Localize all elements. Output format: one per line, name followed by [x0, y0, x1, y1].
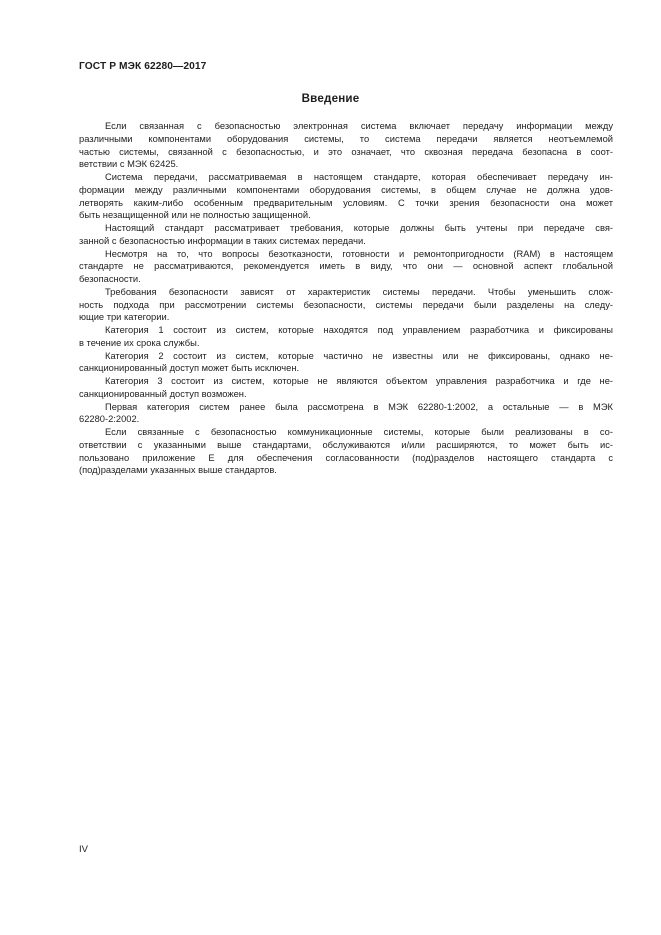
paragraph	[79, 324, 613, 350]
paragraph	[79, 375, 613, 401]
paragraph	[79, 350, 613, 376]
section-title: Введение	[301, 92, 360, 105]
text-line: летворять каким-либо особенным предварительным условиям. С точки зрения безопасности она может	[79, 197, 613, 208]
paragraph	[79, 120, 613, 171]
text-line: Система передачи, рассматриваемая в настоящем стандарте, которая обеспечивает передачу ин-	[105, 172, 613, 182]
document-code-header: ГОСТ Р МЭК 62280—2017	[79, 61, 207, 72]
text-line: безопасности.	[79, 274, 141, 284]
text-line: Категория 2 состоит из систем, которые частично не известны или не фиксированы, однако не-	[105, 350, 613, 361]
paragraph	[79, 222, 613, 248]
text-line: различными компонентами оборудования системы, то система передачи является неотъемлемой	[79, 133, 613, 144]
text-line: 62280-2:2002.	[79, 414, 140, 425]
paragraph	[79, 171, 613, 222]
text-line: Если связанные с безопасностью коммуникационные системы, которые были реализованы в со-	[105, 427, 613, 437]
text-line: Несмотря на то, что вопросы безотказности, готовности и ремонтопригодности (RAM) в настоящем	[105, 248, 613, 259]
text-line: Если связанная с безопасностью электронная система включает передачу информации между	[105, 121, 613, 131]
paragraph	[79, 401, 613, 427]
text-line: формации между различными компонентами оборудования системы, в общем случае не должна удов-	[79, 184, 613, 195]
text-line: частью системы, связанной с безопасностью, и это означает, что сквозная передача безопасна в соот-	[79, 146, 613, 157]
text-line: Категория 1 состоит из систем, которые находятся под управлением разработчика и фиксированы	[105, 325, 613, 335]
text-line: ветствии с МЭК 62425.	[79, 159, 179, 170]
text-line: Категория 3 состоит из систем, которые не являются объектом управления разработчика и где не-	[105, 376, 613, 386]
paragraph	[79, 286, 613, 324]
text-line: ответствии с указанными выше стандартами, обслуживаются и/или расширяются, то может быть ис-	[79, 439, 613, 450]
text-line: санкционированный доступ возможен.	[79, 388, 247, 399]
text-line: в течение их срока службы.	[79, 337, 200, 348]
page-number: IV	[79, 844, 88, 855]
text-line: Первая категория систем ранее была рассмотрена в МЭК 62280-1:2002, а остальные — в МЭК	[105, 401, 613, 412]
text-line: стандарте не рассматриваются, рекомендуется иметь в виду, что они — основной аспект глобальной	[79, 261, 613, 272]
paragraph	[79, 426, 613, 477]
introduction-body	[79, 120, 613, 477]
text-line: занной с безопасностью информации в таких системах передачи.	[79, 235, 366, 246]
text-line: быть незащищенной или не полностью защищенной.	[79, 210, 311, 221]
text-line: ющие три категории.	[79, 312, 170, 323]
text-line: Настоящий стандарт рассматривает требования, которые должны быть учтены при передаче свя-	[105, 223, 613, 233]
text-line: Требования безопасности зависят от характеристик системы передачи. Чтобы уменьшить слож-	[105, 286, 613, 297]
text-line: ность подхода при рассмотрении системы безопасности, системы передачи были разделены на следу-	[79, 299, 613, 310]
text-line: (под)разделами указанных выше стандартов.	[79, 465, 277, 476]
text-line: пользовано приложение Е для обеспечения согласованности (под)разделов настоящего стандарта с	[79, 452, 613, 463]
text-line: санкционированный доступ может быть исключен.	[79, 363, 300, 374]
paragraph	[79, 248, 613, 286]
